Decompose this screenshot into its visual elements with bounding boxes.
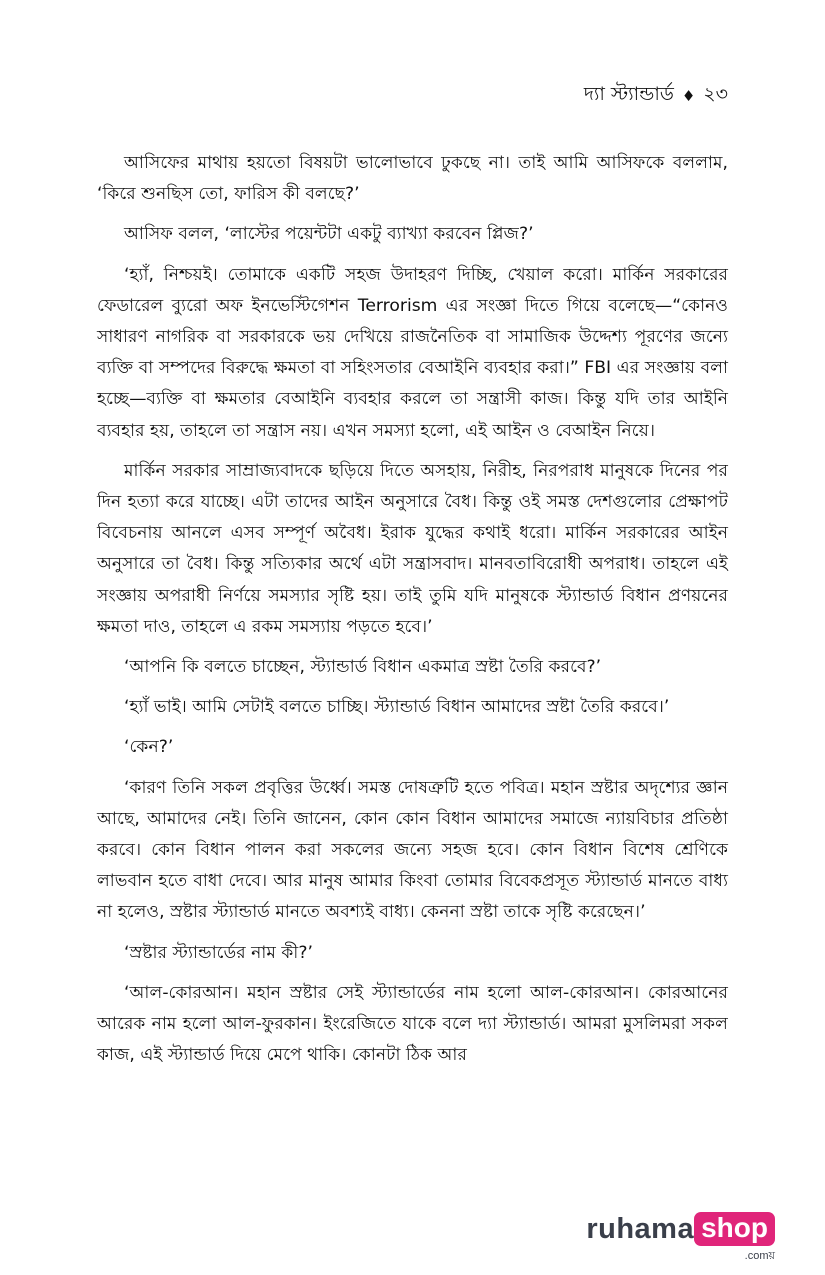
paragraph-5: ‘আপনি কি বলতে চাচ্ছেন, স্ট্যান্ডার্ড বিধান একমাত্র স্রষ্টা তৈরি করবে?’ xyxy=(124,657,602,678)
diamond-icon: ♦ xyxy=(681,87,696,105)
page-number: ২৩ xyxy=(703,83,728,105)
ruhamashop-watermark-logo xyxy=(586,1212,775,1266)
running-header xyxy=(584,80,728,112)
paragraph-6: ‘হ্যাঁ ভাই। আমি সেটাই বলতে চাচ্ছি। স্ট্যান্ডার্ড বিধান আমাদের স্রষ্টা তৈরি করবে।’ xyxy=(124,697,670,718)
body-text xyxy=(97,148,728,1080)
paragraph-1: আসিফের মাথায় হয়তো বিষয়টা ভালোভাবে ঢুকছে না। তাই আমি আসিফকে বললাম, ‘কিরে শুনছিস তো, ফারিস কী বলছে?’ xyxy=(97,153,728,205)
paragraph-10: ‘আল-কোরআন। মহান স্রষ্টার সেই স্ট্যান্ডার্ডের নাম হলো আল-কোরআন। কোরআনের আরেক নাম হলো আল-ফুরকান। ইংরেজিতে যাকে বলে দ্যা স্ট্যান্ডার্ড। আমরা মুসলিমরা সকল কাজ, এই স্ট্যান্ডার্ড দিয়ে মেপে থাকি। কোনটা ঠিক আর xyxy=(97,982,728,1066)
watermark-text-shop: shop xyxy=(694,1212,775,1246)
paragraph-9: ‘স্রষ্টার স্ট্যান্ডার্ডের নাম কী?’ xyxy=(124,942,313,963)
paragraph-4: মার্কিন সরকার সাম্রাজ্যবাদকে ছড়িয়ে দিতে অসহায়, নিরীহ, নিরপরাধ মানুষকে দিনের পর দিন হত্যা করে যাচ্ছে। এটা তাদের আইন অনুসারে বৈধ। কিন্তু ওই সমস্ত দেশগুলোর প্রেক্ষাপট বিবেচনায় আনলে এসব সম্পূর্ণ অবৈধ। ইরাক যুদ্ধের কথাই ধরো। মার্কিন সরকারের আইন অনুসারে তা বৈধ। কিন্তু সত্যিকার অর্থে এটা সন্ত্রাসবাদ। মানবতাবিরোধী অপরাধ। তাহলে এই সংজ্ঞায় অপরাধী নির্ণয়ে সমস্যার সৃষ্টি হয়। তাই তুমি যদি মানুষকে স্ট্যান্ডার্ড বিধান প্রণয়নের ক্ষমতা দাও, তাহলে এ রকম সমস্যায় পড়তে হবে।’ xyxy=(97,460,728,637)
watermark-shop-block xyxy=(694,1212,775,1266)
paragraph-8: ‘কারণ তিনি সকল প্রবৃত্তির উর্ধ্বে। সমস্ত দোষত্রুটি হতে পবিত্র। মহান স্রষ্টার অদৃশ্যের জ্ঞান আছে, আমাদের নেই। তিনি জানেন, কোন কোন বিধান আমাদের সমাজে ন্যায়বিচার প্রতিষ্ঠা করবে। কোন বিধান পালন করা সকলের জন্যে সহজ হবে। কোন বিধান বিশেষ শ্রেণিকে লাভবান হতে বাধা দেবে। আর মানুষ আমার কিংবা তোমার বিবেকপ্রসূত স্ট্যান্ডার্ড মানতে বাধ্য না হলেও, স্রষ্টার স্ট্যান্ডার্ড মানতে অবশ্যই বাধ্য। কেননা স্রষ্টা তাকে সৃষ্টি করেছেন।’ xyxy=(97,777,728,923)
book-title: দ্যা স্ট্যান্ডার্ড xyxy=(583,83,674,105)
paragraph-7: ‘কেন?’ xyxy=(124,737,174,758)
paragraph-2: আসিফ বলল, ‘লাস্টের পয়েন্টটা একটু ব্যাখ্যা করবেন প্লিজ?’ xyxy=(124,224,534,245)
watermark-text-ruhama: ruhama xyxy=(586,1213,695,1245)
watermark-text-domain: .comয় xyxy=(744,1250,775,1262)
paragraph-3: ‘হ্যাঁ, নিশ্চয়ই। তোমাকে একটি সহজ উদাহরণ দিচ্ছি, খেয়াল করো। মার্কিন সরকারের ফেডারেল ব্যুরো অফ ইনভেস্টিগেশন Terrorism এর সংজ্ঞা দিতে গিয়ে বলেছে—“কোনও সাধারণ নাগরিক বা সরকারকে ভয় দেখিয়ে রাজনৈতিক বা সামাজিক উদ্দেশ্য পূরণের জন্যে ব্যক্তি বা সম্পদের বিরুদ্ধে ক্ষমতা বা সহিংসতার বেআইনি ব্যবহার করা।” FBI এর সংজ্ঞায় বলা হচ্ছে—ব্যক্তি বা ক্ষমতার বেআইনি ব্যবহার করলে তা সন্ত্রাসী কাজ। কিন্তু যদি তার আইনি ব্যবহার হয়, তাহলে তা সন্ত্রাস নয়। এখন সমস্যা হলো, এই আইন ও বেআইন নিয়ে। xyxy=(97,264,728,441)
